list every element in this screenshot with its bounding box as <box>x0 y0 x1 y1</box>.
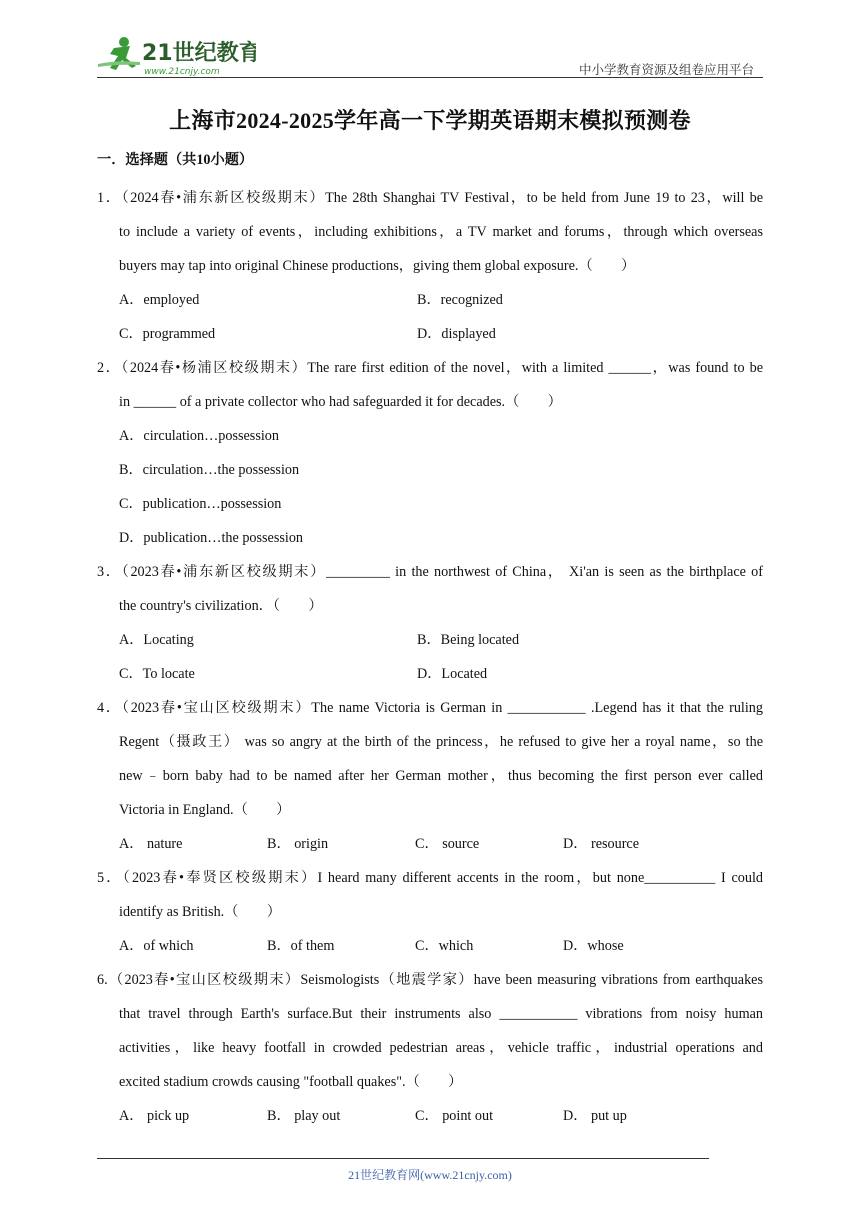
q4-line4: Victoria in England.（ ） <box>119 802 291 818</box>
q6-line4: excited stadium crowds causing "football quakes".（ ） <box>119 1074 463 1090</box>
q5-option-c[interactable]: C．which <box>415 938 474 954</box>
q6-line3: activities，like heavy footfall in crowded pedestrian areas，vehicle traffic，industrial operations and <box>119 1040 763 1056</box>
q5-option-b[interactable]: B．of them <box>267 938 335 954</box>
q2-option-c[interactable]: C．publication…possession <box>119 496 282 512</box>
q1-line2: to include a variety of events，including exhibitions，a TV market and forums，through which overseas <box>119 224 763 240</box>
page-title: 上海市2024-2025学年高一下学期英语期末模拟预测卷 <box>169 108 691 133</box>
q3-options-cd <box>97 657 763 691</box>
logo-text: 21世纪教育 <box>142 41 256 66</box>
logo-url: www.21cnjy.com <box>144 67 220 77</box>
q1-line1: 1．（2024春•浦东新区校级期末）The 28th Shanghai TV Festival，to be held from June 19 to 23，will be <box>97 190 763 206</box>
q4-option-a[interactable]: A． nature <box>119 836 183 852</box>
q3-line2: the country's civilization．（ ） <box>119 598 323 614</box>
q4-line3: new﹣born baby had to be named after her German mother，thus becoming the first person ever called <box>119 768 763 784</box>
q1-options-ab <box>97 283 763 317</box>
q4-line2: Regent（摄政王） was so angry at the birth of the princess，he refused to give her a royal name，so the <box>119 734 763 750</box>
header-platform-text: 中小学教育资源及组卷应用平台 <box>578 63 754 77</box>
q3-option-d[interactable]: D．Located <box>417 666 488 682</box>
q1-options-cd <box>97 317 763 351</box>
q5-line2: identify as British.（ ） <box>119 904 281 920</box>
section-heading: 一．选择题（共10小题） <box>97 152 254 168</box>
q6-option-d[interactable]: D． put up <box>563 1108 627 1124</box>
q5-option-a[interactable]: A．of which <box>119 938 194 954</box>
q2-line1: 2．（2024春•杨浦区校级期末）The rare first edition of the novel，with a limited ______，was found to be <box>97 360 763 376</box>
q3-option-a[interactable]: A．Locating <box>119 632 194 648</box>
q1-option-a[interactable]: A．employed <box>119 292 200 308</box>
q3-line1: 3．（2023春•浦东新区校级期末）_________ in the northwest of China， Xi'an is seen as the birthplace of <box>97 564 763 580</box>
footer-divider <box>97 1158 709 1159</box>
q6-option-a[interactable]: A． pick up <box>119 1108 190 1124</box>
q6-line2: that travel through Earth's surface.But their instruments also ___________ vibrations from noisy human <box>119 1006 763 1022</box>
q6-options <box>97 1099 763 1133</box>
question-list <box>97 147 763 1133</box>
q4-line1: 4．（2023春•宝山区校级期末）The name Victoria is German in ___________ .Legend has it that the ruling <box>97 700 763 716</box>
q2-option-a[interactable]: A．circulation…possession <box>119 428 279 444</box>
q5-option-d[interactable]: D．whose <box>563 938 624 954</box>
q5-options <box>97 929 763 963</box>
site-logo <box>96 34 256 78</box>
q4-option-b[interactable]: B． origin <box>267 836 329 852</box>
q2-line2: in ______ of a private collector who had safeguarded it for decades.（ ） <box>119 394 562 410</box>
q3-option-c[interactable]: C．To locate <box>119 666 195 682</box>
q4-option-c[interactable]: C． source <box>415 836 480 852</box>
q5-line1: 5．（2023春•奉贤区校级期末）I heard many different accents in the room，but none__________ I could <box>97 870 763 886</box>
q1-line3: buyers may tap into original Chinese productions，giving them global exposure.（ ） <box>119 258 636 274</box>
q6-option-c[interactable]: C． point out <box>415 1108 494 1124</box>
q6-option-b[interactable]: B． play out <box>267 1108 341 1124</box>
q4-option-d[interactable]: D． resource <box>563 836 640 852</box>
q3-options-ab <box>97 623 763 657</box>
q3-option-b[interactable]: B．Being located <box>417 632 520 648</box>
q2-option-d[interactable]: D．publication…the possession <box>119 530 304 546</box>
footer-link[interactable]: 21世纪教育网(www.21cnjy.com) <box>348 1168 512 1182</box>
q6-line1: 6.（2023春•宝山区校级期末）Seismologists（地震学家）have been measuring vibrations from earthquakes <box>97 972 763 988</box>
q1-option-d[interactable]: D．displayed <box>417 326 496 342</box>
q4-options <box>97 827 763 861</box>
q2-option-b[interactable]: B．circulation…the possession <box>119 462 300 478</box>
q1-option-b[interactable]: B．recognized <box>417 292 503 308</box>
q1-option-c[interactable]: C．programmed <box>119 326 216 342</box>
header-divider <box>97 77 763 78</box>
